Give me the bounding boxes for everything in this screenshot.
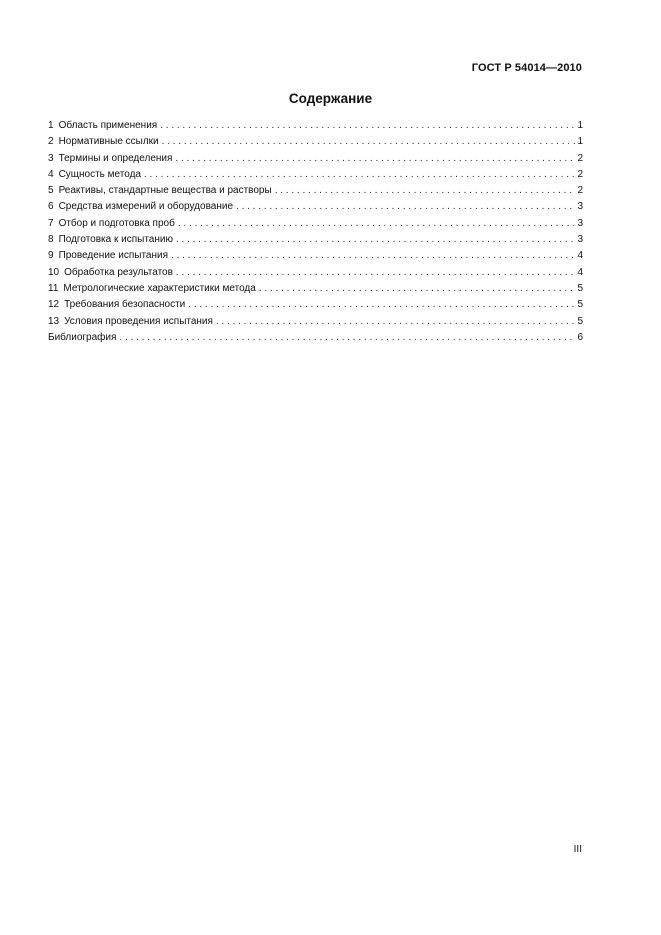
toc-entry-number: 5 xyxy=(48,185,54,197)
toc-entry-page: 2 xyxy=(577,168,583,180)
document-code: ГОСТ Р 54014—2010 xyxy=(471,62,582,74)
toc-entry[interactable] xyxy=(48,314,583,330)
toc-entry-label: Условия проведения испытания xyxy=(64,315,213,327)
toc-entry-page: 5 xyxy=(577,315,583,327)
toc-entry-label: Метрологические характеристики метода xyxy=(63,282,256,294)
toc-entry-label: Требования безопасности xyxy=(64,299,186,311)
toc-entry-page: 3 xyxy=(577,217,583,229)
toc-dot-leader xyxy=(144,167,575,183)
toc-entry-number: 9 xyxy=(48,250,54,262)
toc-dot-leader xyxy=(162,134,576,150)
toc-entry[interactable] xyxy=(48,232,583,248)
toc-entry-label: Подготовка к испытанию xyxy=(58,234,173,246)
toc-entry-number: 13 xyxy=(48,315,60,327)
toc-entry[interactable] xyxy=(48,265,583,281)
toc-entry-number: 4 xyxy=(48,168,54,180)
toc-entry[interactable] xyxy=(48,216,583,232)
toc-dot-leader xyxy=(176,232,575,248)
toc-dot-leader xyxy=(259,281,576,297)
toc-entry[interactable] xyxy=(48,151,583,167)
toc-entry-label: Реактивы, стандартные вещества и растворы xyxy=(58,185,272,197)
toc-entry-page: 5 xyxy=(577,299,583,311)
toc-entry-page: 2 xyxy=(577,152,583,164)
toc-entry[interactable] xyxy=(48,297,583,313)
toc-dot-leader xyxy=(178,216,576,232)
toc-dot-leader xyxy=(176,265,576,281)
toc-entry[interactable] xyxy=(48,118,583,134)
toc-entry-label: Нормативные ссылки xyxy=(58,136,159,148)
toc-dot-leader xyxy=(175,151,575,167)
toc-entry-number: 2 xyxy=(48,136,54,148)
toc-entry[interactable] xyxy=(48,199,583,215)
toc-entry-number: 3 xyxy=(48,152,54,164)
toc-entry[interactable] xyxy=(48,281,583,297)
toc-entry-page: 4 xyxy=(577,266,583,278)
toc-entry-number: 7 xyxy=(48,217,54,229)
toc-entry-page: 2 xyxy=(577,185,583,197)
toc-title: Содержание xyxy=(288,91,373,106)
toc-entry[interactable] xyxy=(48,248,583,264)
toc-entry-page: 1 xyxy=(577,136,583,148)
toc-entry-number: 11 xyxy=(48,282,59,294)
toc-dot-leader xyxy=(236,199,575,215)
page-number: III xyxy=(573,844,582,855)
toc-entry-label: Термины и определения xyxy=(58,152,173,164)
toc-entry-page: 3 xyxy=(577,201,583,213)
toc-entry-label: Отбор и подготовка проб xyxy=(58,217,175,229)
toc-entry-bibliography[interactable] xyxy=(48,330,583,346)
toc-dot-leader xyxy=(188,297,575,313)
toc-dot-leader xyxy=(216,314,576,330)
toc-entry-page: 3 xyxy=(577,234,583,246)
toc-entry-page: 6 xyxy=(577,331,583,343)
toc-entry-number: 12 xyxy=(48,299,60,311)
toc-entry-label: Область применения xyxy=(58,120,158,131)
toc-entry[interactable] xyxy=(48,183,583,199)
toc-entry-label: Сущность метода xyxy=(58,168,141,180)
toc-entry-page: 1 xyxy=(577,120,583,131)
toc-list xyxy=(48,118,583,346)
toc-entry-label: Средства измерений и оборудование xyxy=(58,201,234,213)
toc-dot-leader xyxy=(119,330,575,346)
toc-entry-page: 4 xyxy=(577,250,583,262)
toc-entry-page: 5 xyxy=(577,282,583,294)
toc-entry[interactable] xyxy=(48,167,583,183)
toc-entry-number: 1 xyxy=(48,120,54,131)
toc-entry-number: 6 xyxy=(48,201,54,213)
toc-entry-number: 8 xyxy=(48,234,54,246)
toc-dot-leader xyxy=(160,118,575,134)
toc-dot-leader xyxy=(171,248,575,264)
toc-entry-label: Обработка результатов xyxy=(64,266,173,278)
toc-dot-leader xyxy=(275,183,576,199)
toc-entry-number: 10 xyxy=(48,266,60,278)
toc-entry-label: Проведение испытания xyxy=(58,250,169,262)
toc-entry[interactable] xyxy=(48,134,583,150)
toc-entry-label: Библиография xyxy=(48,331,117,343)
